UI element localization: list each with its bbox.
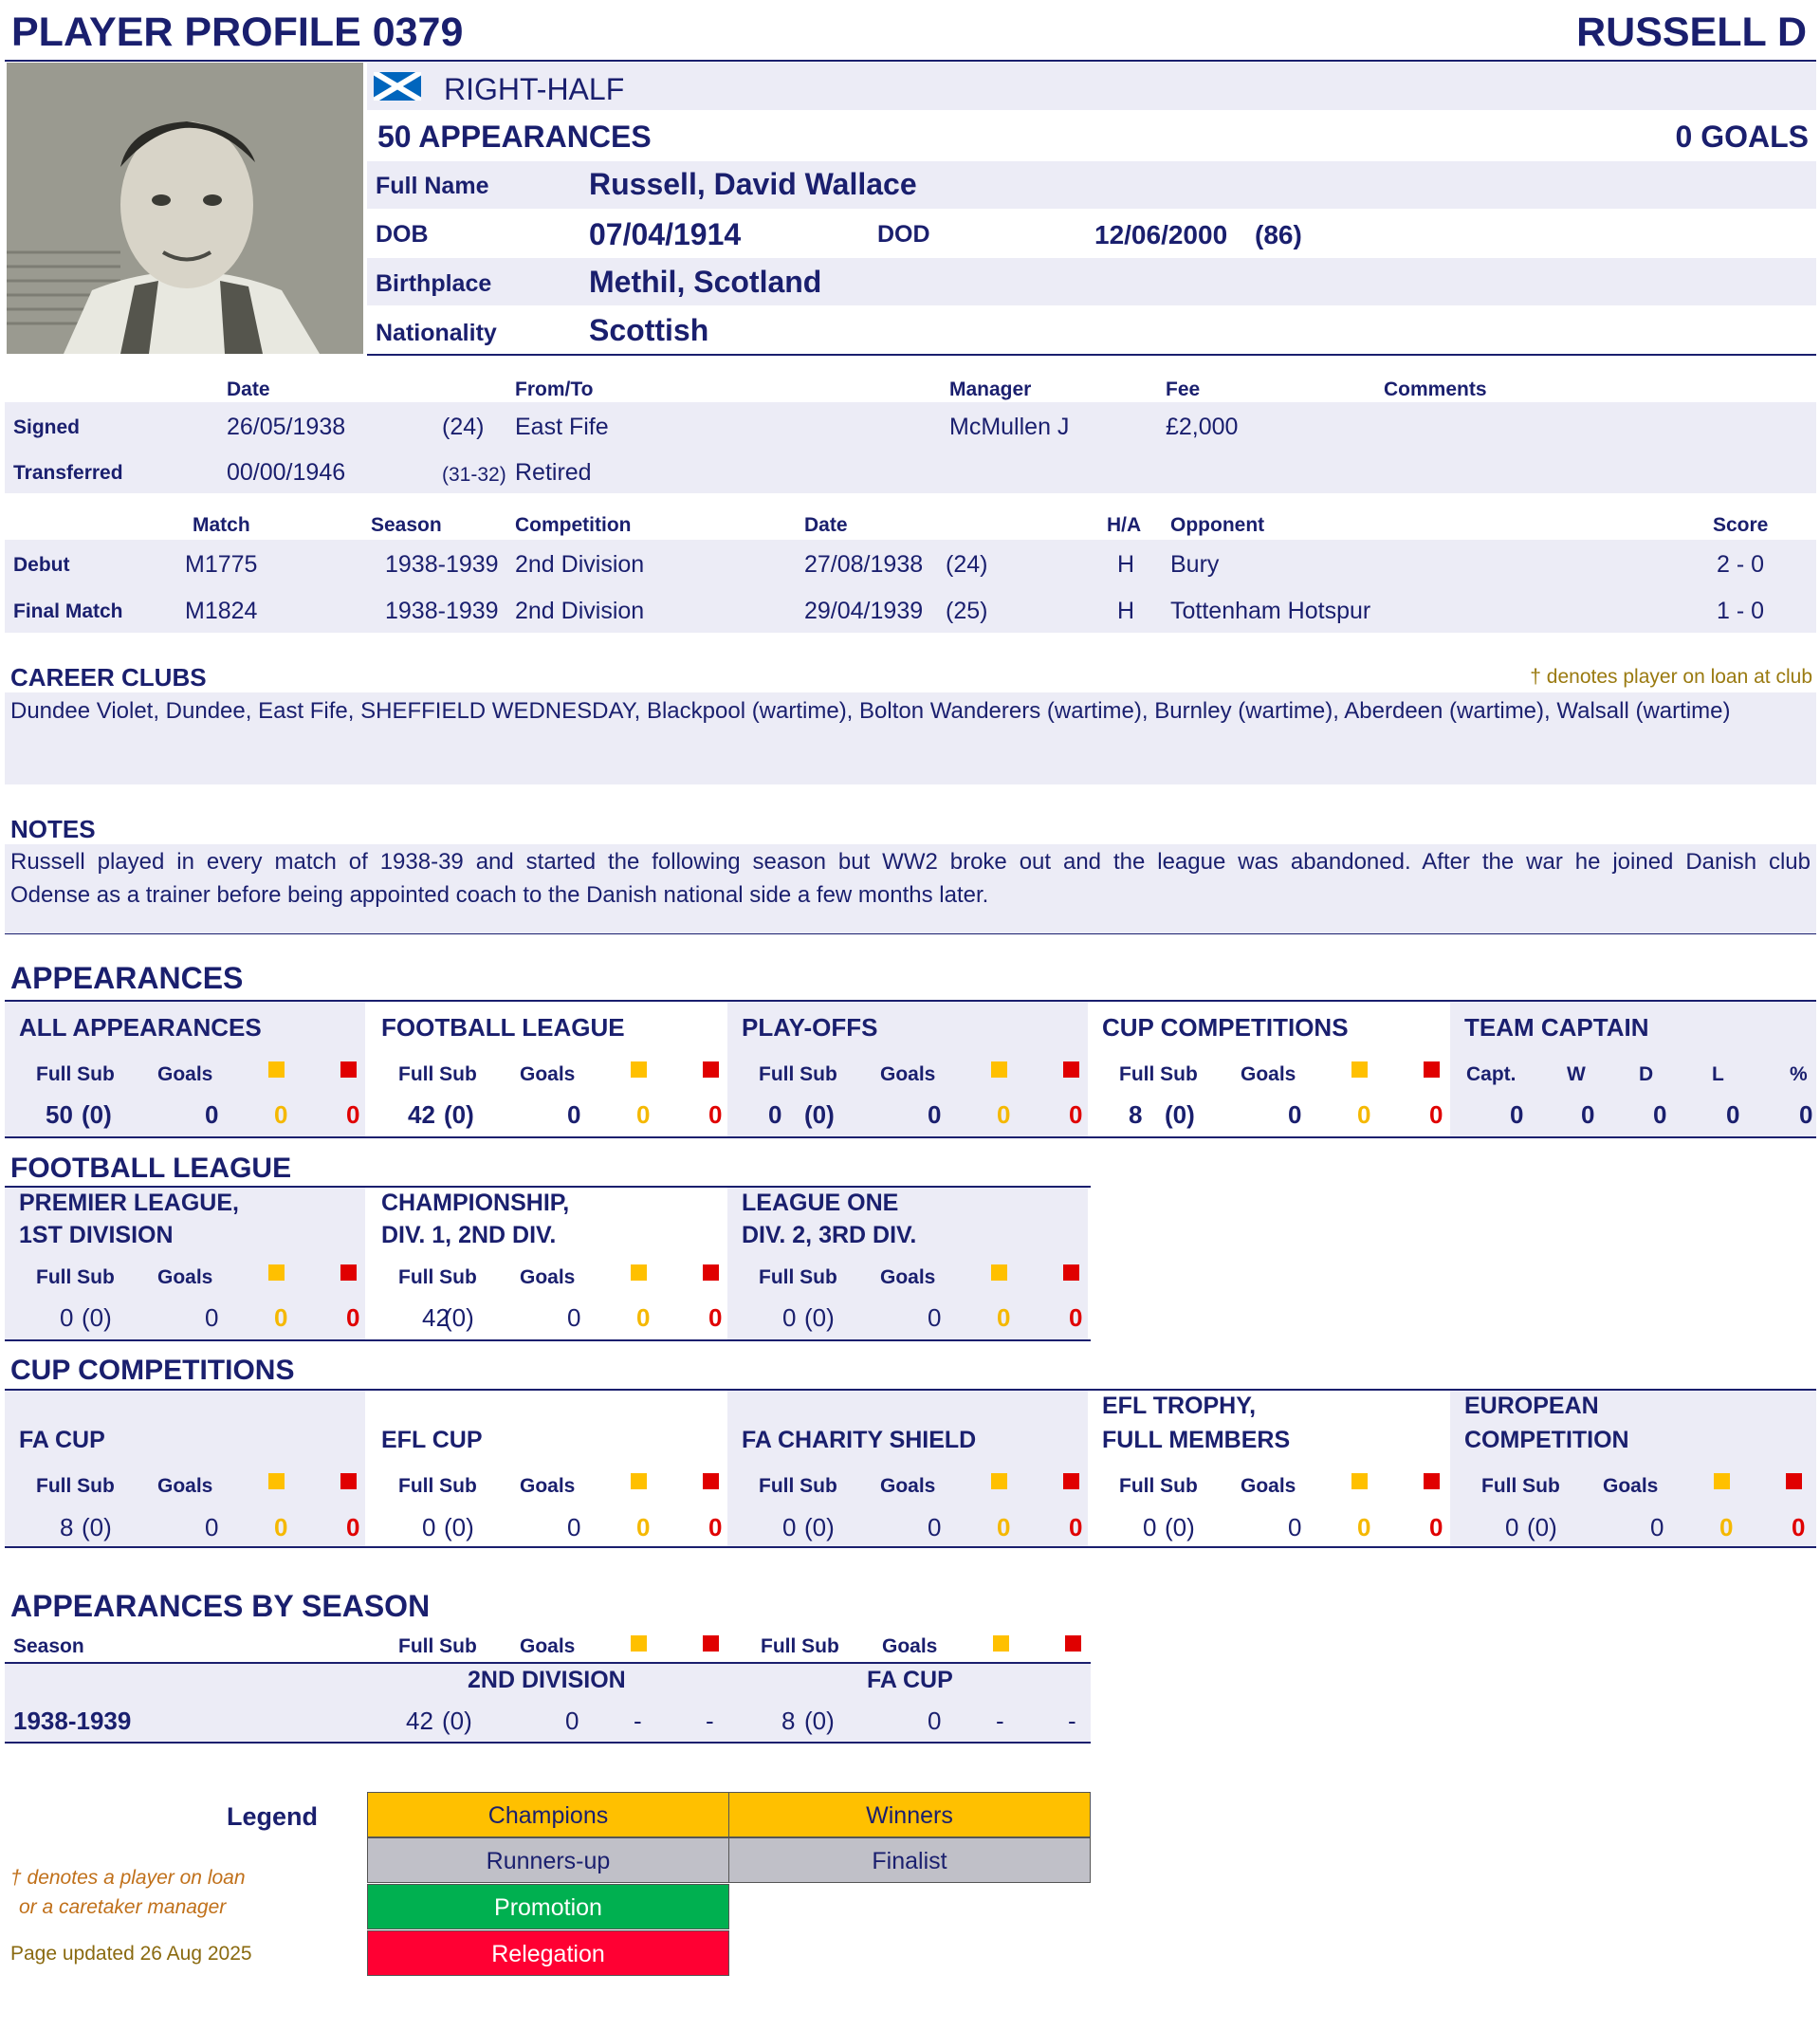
season-col-header: Season	[13, 1635, 84, 1657]
yellow-cards-value: 0	[274, 1513, 288, 1541]
full-sub-header: Full Sub	[759, 1475, 837, 1497]
sub-value: (0)	[804, 1100, 835, 1129]
sub-value: (0)	[82, 1303, 112, 1332]
match-header: Match	[193, 514, 250, 536]
goals-header: Goals	[157, 1475, 213, 1497]
red-cards-value: 0	[346, 1100, 360, 1129]
red-cards-value: 0	[1069, 1100, 1083, 1129]
sub-value: (0)	[444, 1513, 474, 1541]
legend-runners-up: Runners-up	[367, 1837, 729, 1883]
yellow-card-icon	[991, 1473, 1007, 1489]
birthplace-value: Methil, Scotland	[589, 265, 822, 299]
yellow-card-icon	[1714, 1473, 1730, 1489]
captain-pct-header: %	[1790, 1063, 1808, 1085]
yellow-card-icon	[268, 1061, 285, 1078]
yellow-card-icon	[631, 1061, 647, 1078]
team-captain-title: TEAM CAPTAIN	[1464, 1013, 1649, 1042]
sub-value: (0)	[1527, 1513, 1557, 1541]
legend-loan-note-2: or a caretaker manager	[19, 1896, 227, 1918]
cup-block-title-line1: EUROPEAN	[1464, 1393, 1599, 1419]
cup-block-title-line2: FA CHARITY SHIELD	[742, 1427, 977, 1453]
red-card-icon	[1424, 1473, 1440, 1489]
comp1-full-sub-header: Full Sub	[398, 1635, 477, 1657]
yellow-card-icon	[268, 1473, 285, 1489]
dob-value: 07/04/1914	[589, 217, 742, 251]
season-row-c2-goals: 0	[928, 1707, 942, 1735]
debut-match: M1775	[185, 551, 258, 578]
goals-header: Goals	[880, 1475, 936, 1497]
cup-block-title-line1: EFL TROPHY,	[1102, 1393, 1257, 1419]
captain-w-value: 0	[1581, 1100, 1595, 1129]
debut-score: 2 - 0	[1717, 551, 1765, 578]
goals-header: Goals	[1603, 1475, 1659, 1497]
red-cards-value: 0	[1429, 1100, 1443, 1129]
red-cards-value: 0	[346, 1513, 360, 1541]
signed-age: (24)	[442, 414, 485, 440]
date-header: Date	[804, 514, 848, 536]
total-appearances: 50 APPEARANCES	[377, 120, 652, 154]
sub-value: (0)	[82, 1100, 112, 1129]
yellow-cards-value: 0	[274, 1100, 288, 1129]
goals-value: 0	[928, 1513, 942, 1541]
dod-label: DOD	[877, 221, 930, 248]
comp1-red-card-icon	[703, 1635, 719, 1652]
final-match: M1824	[185, 598, 258, 624]
comp2-name: FA CUP	[867, 1667, 953, 1693]
goals-value: 0	[928, 1100, 942, 1129]
season-row-c2-sub: (0)	[804, 1707, 835, 1735]
captain-w-header: W	[1567, 1063, 1586, 1085]
full-sub-header: Full Sub	[36, 1063, 115, 1085]
yellow-cards-value: 0	[636, 1100, 651, 1129]
goals-header: Goals	[1241, 1063, 1296, 1085]
final-opponent: Tottenham Hotspur	[1170, 598, 1371, 624]
yellow-cards-value: 0	[274, 1303, 288, 1332]
captain-capt-value: 0	[1510, 1100, 1524, 1129]
league-block-title-line1: PREMIER LEAGUE,	[19, 1190, 239, 1216]
final-age: (25)	[946, 598, 988, 624]
full-sub-header: Full Sub	[759, 1063, 837, 1085]
league-block-title-line2: 1ST DIVISION	[19, 1222, 174, 1248]
final-date: 29/04/1939	[804, 598, 924, 624]
comp2-goals-header: Goals	[882, 1635, 938, 1657]
goals-header: Goals	[520, 1475, 576, 1497]
sub-value: (0)	[444, 1303, 474, 1332]
season-row-c2-yellow: -	[996, 1707, 1004, 1735]
transferred-age: (31-32)	[442, 464, 506, 486]
red-card-icon	[703, 1264, 719, 1281]
goals-header: Goals	[1241, 1475, 1296, 1497]
goals-value: 0	[567, 1100, 581, 1129]
league-block-title-line2: DIV. 1, 2ND DIV.	[381, 1222, 557, 1248]
debut-season: 1938-1939	[385, 551, 499, 578]
cup-block-title-line2: FA CUP	[19, 1427, 105, 1453]
captain-pct-value: 0	[1799, 1100, 1813, 1129]
legend-loan-note-1: † denotes a player on loan	[10, 1867, 246, 1889]
season-row-season: 1938-1939	[13, 1707, 132, 1735]
goals-value: 0	[205, 1100, 219, 1129]
comp1-goals-header: Goals	[520, 1635, 576, 1657]
yellow-card-icon	[991, 1264, 1007, 1281]
legend-champions: Champions	[367, 1792, 729, 1837]
legend-title: Legend	[227, 1802, 319, 1831]
yellow-card-icon	[1351, 1473, 1368, 1489]
scotland-flag-icon	[374, 72, 421, 101]
sub-value: (0)	[1165, 1513, 1195, 1541]
goals-header: Goals	[880, 1063, 936, 1085]
red-card-icon	[1063, 1264, 1079, 1281]
legend-promotion: Promotion	[367, 1884, 729, 1929]
captain-l-value: 0	[1726, 1100, 1740, 1129]
debut-competition: 2nd Division	[515, 551, 645, 578]
comp1-yellow-card-icon	[631, 1635, 647, 1652]
red-card-icon	[340, 1473, 357, 1489]
career-clubs-title: CAREER CLUBS	[10, 663, 207, 692]
final-ha: H	[1117, 598, 1135, 624]
red-card-icon	[703, 1061, 719, 1078]
yellow-cards-value: 0	[997, 1303, 1011, 1332]
yellow-card-icon	[1351, 1061, 1368, 1078]
full-sub-header: Full Sub	[1481, 1475, 1560, 1497]
full-name: Russell, David Wallace	[589, 167, 917, 201]
legend-winners: Winners	[728, 1792, 1091, 1837]
red-card-icon	[1063, 1473, 1079, 1489]
notes-title: NOTES	[10, 815, 96, 843]
goals-header: Goals	[880, 1266, 936, 1288]
header-rule	[5, 60, 1816, 62]
full-name-label: Full Name	[376, 173, 489, 199]
ha-header: H/A	[1107, 514, 1142, 536]
yellow-cards-value: 0	[1357, 1100, 1371, 1129]
transfer-date-header: Date	[227, 378, 270, 400]
season-row-c2-red: -	[1068, 1707, 1076, 1735]
goals-value: 0	[1288, 1100, 1302, 1129]
appearances-block-title: PLAY-OFFS	[742, 1013, 878, 1042]
goals-header: Goals	[520, 1266, 576, 1288]
full-value: 50	[46, 1100, 73, 1129]
notes-line-2: Odense as a trainer before being appointed coach to the Danish national side a few months later.	[10, 882, 989, 908]
league-block-title-line1: CHAMPIONSHIP,	[381, 1190, 570, 1216]
goals-value: 0	[1288, 1513, 1302, 1541]
player-photo	[7, 63, 363, 354]
transfer-fromto-header: From/To	[515, 378, 594, 400]
red-card-icon	[1424, 1061, 1440, 1078]
season-row-c1-red: -	[706, 1707, 714, 1735]
red-cards-value: 0	[708, 1513, 723, 1541]
red-card-icon	[1063, 1061, 1079, 1078]
full-value: 8	[60, 1513, 74, 1541]
full-sub-header: Full Sub	[1119, 1475, 1198, 1497]
red-cards-value: 0	[708, 1100, 723, 1129]
career-clubs-list: Dundee Violet, Dundee, East Fife, SHEFFIELD WEDNESDAY, Blackpool (wartime), Bolton Wanderers (wartime), Burnley (wartime), Aberdeen (wartime), Walsall (wartime)	[10, 698, 1731, 724]
full-value: 42	[408, 1100, 435, 1129]
player-short-name: RUSSELL D	[1576, 9, 1807, 55]
yellow-card-icon	[631, 1473, 647, 1489]
signed-fee: £2,000	[1166, 414, 1239, 440]
full-sub-header: Full Sub	[398, 1063, 477, 1085]
dod-age: (86)	[1255, 220, 1302, 249]
appearances-block-title: FOOTBALL LEAGUE	[381, 1013, 625, 1042]
season-row-c1-goals: 0	[565, 1707, 579, 1735]
debut-age: (24)	[946, 551, 988, 578]
opponent-header: Opponent	[1170, 514, 1265, 536]
transferred-date: 00/00/1946	[227, 459, 346, 486]
goals-value: 0	[567, 1303, 581, 1332]
league-block-title-line2: DIV. 2, 3RD DIV.	[742, 1222, 917, 1248]
yellow-cards-value: 0	[1357, 1513, 1371, 1541]
cup-competitions-title: CUP COMPETITIONS	[10, 1355, 295, 1386]
transferred-club: Retired	[515, 459, 592, 486]
total-goals: 0 GOALS	[1675, 120, 1809, 154]
transfer-manager-header: Manager	[949, 378, 1032, 400]
yellow-card-icon	[268, 1264, 285, 1281]
full-value: 0	[1143, 1513, 1157, 1541]
red-cards-value: 0	[1429, 1513, 1443, 1541]
goals-value: 0	[205, 1513, 219, 1541]
comp2-red-card-icon	[1065, 1635, 1081, 1652]
yellow-cards-value: 0	[636, 1513, 651, 1541]
goals-header: Goals	[157, 1266, 213, 1288]
cup-block-title-line2: COMPETITION	[1464, 1427, 1629, 1453]
full-value: 0	[782, 1513, 797, 1541]
red-cards-value: 0	[346, 1303, 360, 1332]
debut-opponent: Bury	[1170, 551, 1220, 578]
signed-date: 26/05/1938	[227, 414, 346, 440]
final-competition: 2nd Division	[515, 598, 645, 624]
player-photo-image	[7, 63, 363, 354]
season-row-c2-full: 8	[781, 1707, 796, 1735]
full-sub-header: Full Sub	[1119, 1063, 1198, 1085]
full-value: 8	[1129, 1100, 1143, 1129]
full-sub-header: Full Sub	[36, 1266, 115, 1288]
full-sub-header: Full Sub	[398, 1266, 477, 1288]
nationality-value: Scottish	[589, 313, 709, 347]
comp2-yellow-card-icon	[993, 1635, 1009, 1652]
sub-value: (0)	[804, 1303, 835, 1332]
cup-block-title-line2: EFL CUP	[381, 1427, 483, 1453]
transferred-label: Transferred	[13, 462, 123, 484]
yellow-cards-value: 0	[997, 1513, 1011, 1541]
full-value: 0	[60, 1303, 74, 1332]
appearances-title: APPEARANCES	[10, 961, 244, 995]
season-row-c1-yellow: -	[634, 1707, 642, 1735]
debut-ha: H	[1117, 551, 1135, 578]
red-cards-value: 0	[1069, 1303, 1083, 1332]
red-cards-value: 0	[1069, 1513, 1083, 1541]
goals-value: 0	[928, 1303, 942, 1332]
signed-manager: McMullen J	[949, 414, 1070, 440]
yellow-card-icon	[991, 1061, 1007, 1078]
sub-value: (0)	[444, 1100, 474, 1129]
final-score: 1 - 0	[1717, 598, 1765, 624]
by-season-title: APPEARANCES BY SEASON	[10, 1589, 431, 1623]
red-cards-value: 0	[1792, 1513, 1806, 1541]
football-league-title: FOOTBALL LEAGUE	[10, 1153, 292, 1184]
appearances-block-title: CUP COMPETITIONS	[1102, 1013, 1349, 1042]
player-position: RIGHT-HALF	[444, 72, 625, 106]
appearances-block-title: ALL APPEARANCES	[19, 1013, 262, 1042]
signed-label: Signed	[13, 416, 81, 438]
league-block-title-line1: LEAGUE ONE	[742, 1190, 899, 1216]
full-value: 0	[1505, 1513, 1519, 1541]
captain-capt-header: Capt.	[1466, 1063, 1517, 1085]
goals-value: 0	[1650, 1513, 1664, 1541]
notes-line-1: Russell played in every match of 1938-39 and started the following season but WW2 broke out and the league was abandoned. After the war he joined Danish club	[10, 849, 1811, 875]
season-row-c1-sub: (0)	[442, 1707, 472, 1735]
sub-value: (0)	[804, 1513, 835, 1541]
goals-header: Goals	[157, 1063, 213, 1085]
legend-finalist: Finalist	[728, 1837, 1091, 1883]
full-sub-header: Full Sub	[759, 1266, 837, 1288]
dob-label: DOB	[376, 221, 429, 248]
yellow-cards-value: 0	[636, 1303, 651, 1332]
debut-label: Debut	[13, 554, 70, 576]
comp2-full-sub-header: Full Sub	[761, 1635, 839, 1657]
final-season: 1938-1939	[385, 598, 499, 624]
nationality-label: Nationality	[376, 320, 497, 346]
full-value: 0	[782, 1303, 797, 1332]
sub-value: (0)	[1165, 1100, 1195, 1129]
legend-relegation: Relegation	[367, 1930, 729, 1976]
yellow-cards-value: 0	[997, 1100, 1011, 1129]
season-header: Season	[371, 514, 442, 536]
final-match-label: Final Match	[13, 600, 123, 622]
comp1-name: 2ND DIVISION	[468, 1667, 626, 1693]
season-row-c1-full: 42	[406, 1707, 433, 1735]
dod-value: 12/06/2000	[1094, 220, 1228, 249]
cup-block-title-line2: FULL MEMBERS	[1102, 1427, 1291, 1453]
red-card-icon	[703, 1473, 719, 1489]
red-card-icon	[1786, 1473, 1802, 1489]
yellow-cards-value: 0	[1719, 1513, 1734, 1541]
yellow-card-icon	[631, 1264, 647, 1281]
full-value: 0	[422, 1513, 436, 1541]
goals-value: 0	[205, 1303, 219, 1332]
loan-note: † denotes player on loan at club	[1530, 666, 1812, 688]
full-value: 0	[768, 1100, 782, 1129]
full-value: 42	[422, 1303, 450, 1332]
captain-d-header: D	[1639, 1063, 1654, 1085]
captain-d-value: 0	[1653, 1100, 1667, 1129]
red-card-icon	[340, 1061, 357, 1078]
competition-header: Competition	[515, 514, 632, 536]
sub-value: (0)	[82, 1513, 112, 1541]
score-header: Score	[1713, 514, 1769, 536]
goals-value: 0	[567, 1513, 581, 1541]
red-cards-value: 0	[708, 1303, 723, 1332]
goals-header: Goals	[520, 1063, 576, 1085]
page-updated: Page updated 26 Aug 2025	[10, 1943, 252, 1965]
captain-l-header: L	[1712, 1063, 1724, 1085]
birthplace-label: Birthplace	[376, 270, 492, 297]
transfer-comments-header: Comments	[1384, 378, 1487, 400]
signed-club: East Fife	[515, 414, 609, 440]
page-title: PLAYER PROFILE 0379	[11, 9, 464, 55]
red-card-icon	[340, 1264, 357, 1281]
transfer-fee-header: Fee	[1166, 378, 1201, 400]
debut-date: 27/08/1938	[804, 551, 924, 578]
full-sub-header: Full Sub	[36, 1475, 115, 1497]
full-sub-header: Full Sub	[398, 1475, 477, 1497]
